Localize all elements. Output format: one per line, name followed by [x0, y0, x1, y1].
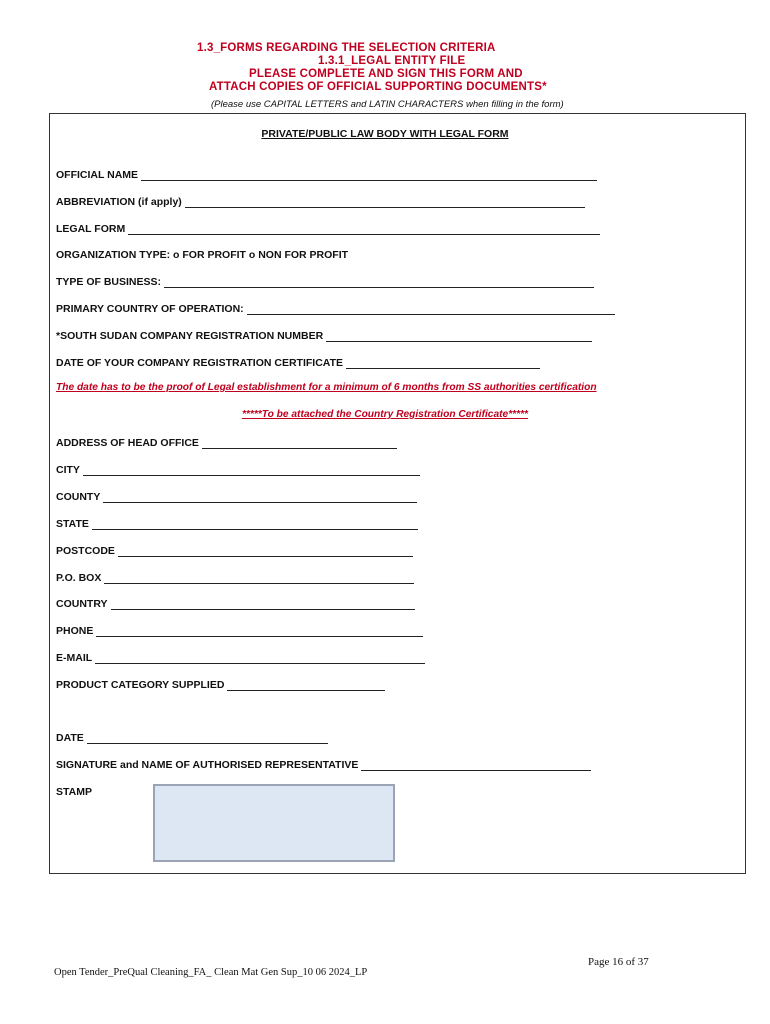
registration-number-label: *SOUTH SUDAN COMPANY REGISTRATION NUMBER: [56, 330, 324, 342]
po-box-field[interactable]: [104, 573, 414, 584]
legal-establishment-warning: The date has to be the proof of Legal establishment for a minimum of 6 months from SS authorities certification: [56, 382, 597, 393]
primary-country-row: [56, 301, 615, 315]
address-label: ADDRESS OF HEAD OFFICE: [56, 437, 199, 449]
country-row: [56, 596, 415, 610]
county-row: [56, 489, 417, 503]
date-label: DATE: [56, 732, 84, 744]
page-number: Page 16 of 37: [588, 956, 649, 968]
stamp-label: STAMP: [56, 786, 92, 798]
postcode-label: POSTCODE: [56, 545, 115, 557]
po-box-row: [56, 570, 414, 584]
abbreviation-field[interactable]: [185, 197, 585, 208]
address-row: [56, 435, 397, 449]
stamp-row: [56, 784, 92, 798]
official-name-row: [56, 167, 597, 181]
legal-form-row: [56, 221, 600, 235]
instruction-heading-1: PLEASE COMPLETE AND SIGN THIS FORM AND: [249, 68, 523, 80]
postcode-field[interactable]: [118, 546, 413, 557]
county-label: COUNTY: [56, 491, 101, 503]
phone-label: PHONE: [56, 625, 94, 637]
county-field[interactable]: [103, 492, 417, 503]
primary-country-field[interactable]: [247, 304, 615, 315]
date-row: [56, 730, 328, 744]
state-row: [56, 516, 418, 530]
filling-note: (Please use CAPITAL LETTERS and LATIN CHARACTERS when filling in the form): [211, 99, 564, 110]
official-name-label: OFFICIAL NAME: [56, 169, 139, 181]
product-category-label: PRODUCT CATEGORY SUPPLIED: [56, 679, 225, 691]
official-name-field[interactable]: [141, 170, 597, 181]
section-heading: 1.3_FORMS REGARDING THE SELECTION CRITERIA: [197, 42, 496, 54]
document-footer: Open Tender_PreQual Cleaning_FA_ Clean Mat Gen Sup_10 06 2024_LP: [54, 967, 368, 978]
attachment-notice: *****To be attached the Country Registration Certificate*****: [241, 409, 529, 420]
email-row: [56, 650, 425, 664]
organization-type-label[interactable]: ORGANIZATION TYPE: o FOR PROFIT o NON FOR PROFIT: [56, 249, 349, 261]
po-box-label: P.O. BOX: [56, 572, 102, 584]
abbreviation-row: [56, 194, 585, 208]
city-label: CITY: [56, 464, 80, 476]
state-field[interactable]: [92, 519, 418, 530]
postcode-row: [56, 543, 413, 557]
signature-field[interactable]: [361, 760, 591, 771]
subsection-heading: 1.3.1_LEGAL ENTITY FILE: [318, 55, 466, 67]
product-category-row: [56, 677, 385, 691]
registration-number-field[interactable]: [326, 331, 592, 342]
signature-row: [56, 757, 591, 771]
legal-form-label: LEGAL FORM: [56, 223, 126, 235]
product-category-field[interactable]: [227, 680, 385, 691]
form-title: PRIVATE/PUBLIC LAW BODY WITH LEGAL FORM: [261, 128, 509, 140]
type-of-business-field[interactable]: [164, 277, 594, 288]
email-field[interactable]: [95, 653, 425, 664]
registration-number-row: [56, 328, 592, 342]
city-row: [56, 462, 420, 476]
country-label: COUNTRY: [56, 598, 108, 610]
signature-label: SIGNATURE and NAME OF AUTHORISED REPRESENTATIVE: [56, 759, 359, 771]
legal-form-field[interactable]: [128, 224, 600, 235]
instruction-heading-2: ATTACH COPIES OF OFFICIAL SUPPORTING DOCUMENTS*: [209, 81, 547, 93]
registration-date-field[interactable]: [346, 358, 540, 369]
address-field[interactable]: [202, 438, 397, 449]
registration-date-label: DATE OF YOUR COMPANY REGISTRATION CERTIFICATE: [56, 357, 344, 369]
stamp-box[interactable]: [153, 784, 395, 862]
primary-country-label: PRIMARY COUNTRY OF OPERATION:: [56, 303, 244, 315]
phone-field[interactable]: [96, 626, 423, 637]
type-of-business-row: [56, 274, 594, 288]
state-label: STATE: [56, 518, 89, 530]
country-field[interactable]: [111, 599, 415, 610]
city-field[interactable]: [83, 465, 420, 476]
organization-type-row[interactable]: [56, 247, 348, 261]
phone-row: [56, 623, 423, 637]
registration-date-row: [56, 355, 540, 369]
email-label: E-MAIL: [56, 652, 93, 664]
type-of-business-label: TYPE OF BUSINESS:: [56, 276, 162, 288]
date-field[interactable]: [87, 733, 328, 744]
abbreviation-label: ABBREVIATION (if apply): [56, 196, 182, 208]
